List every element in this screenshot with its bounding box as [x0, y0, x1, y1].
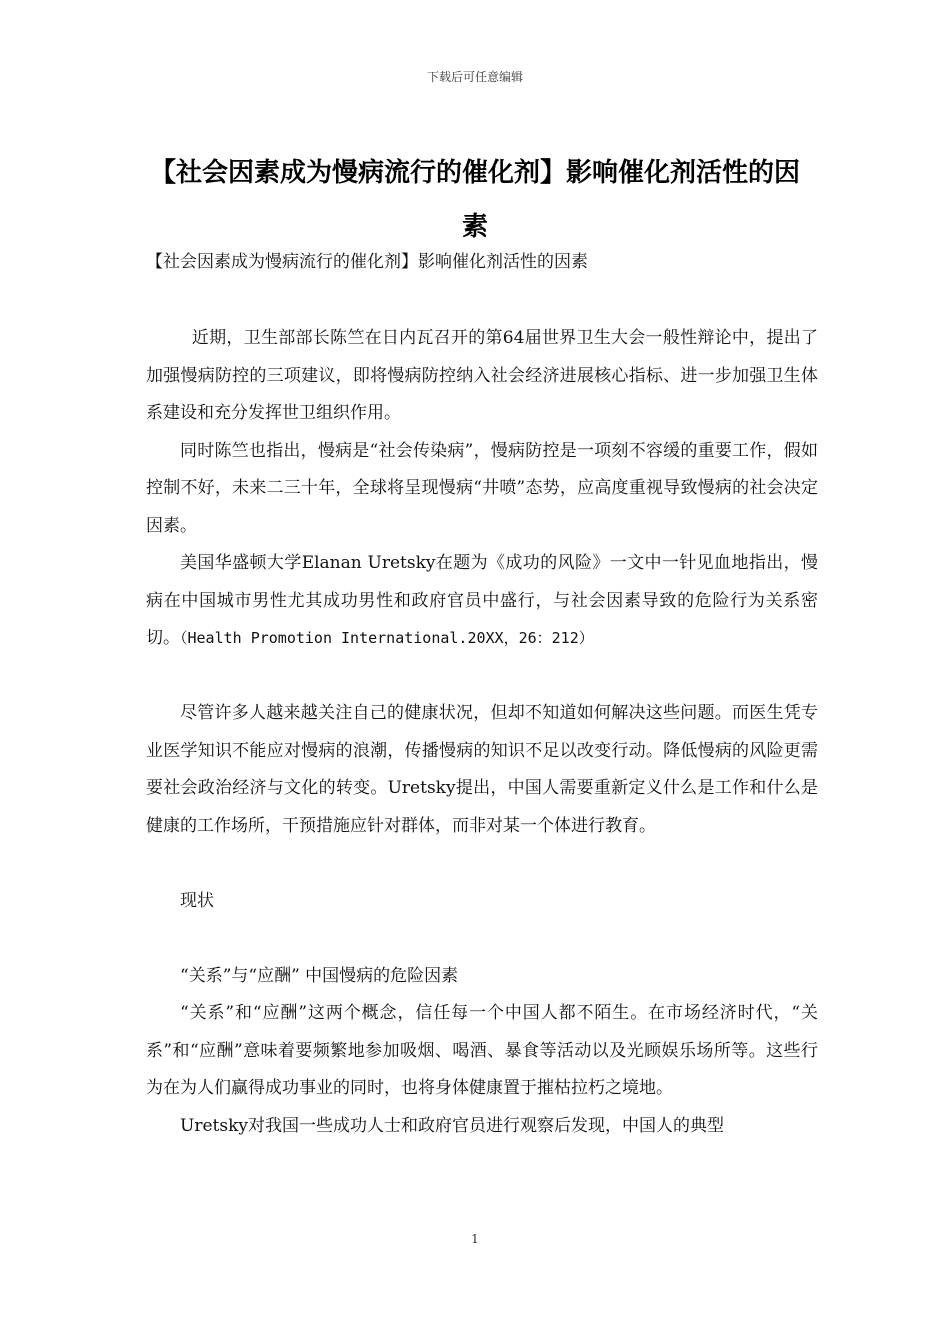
document-body	[146, 320, 818, 1145]
paragraph-spacer	[146, 920, 818, 958]
paragraph-1: 近期，卫生部部长陈竺在日内瓦召开的第64届世界卫生大会一般性辩论中，提出了加强慢病防控的三项建议，即将慢病防控纳入社会经济进展核心指标、进一步加强卫生体系建设和充分发挥世卫组织作用。	[146, 328, 818, 423]
paragraph-3-text: 美国华盛顿大学Elanan Uretsky在题为《成功的风险》一文中一针见血地指出，慢病在中国城市男性尤其成功男性和政府官员中盛行，与社会因素导致的危险行为关系密切。	[146, 553, 818, 648]
paragraph-6: Uretsky对我国一些成功人士和政府官员进行观察后发现，中国人的典型	[180, 1115, 724, 1136]
section-subheading: “关系”与“应酬” 中国慢病的危险因素	[180, 965, 459, 986]
document-title: 【社会因素成为慢病流行的催化剂】影响催化剂活性的因素	[149, 158, 800, 242]
paragraph-4: 尽管许多人越来越关注自己的健康状况，但却不知道如何解决这些问题。而医生凭专业医学知识不能应对慢病的浪潮，传播慢病的知识不足以改变行动。降低慢病的风险更需要社会政治经济与文化的转变。Uretsky提出，中国人需要重新定义什么是工作和什么是健康的工作场所，干预措施应针对群体，而非对某一个体进行教育。	[146, 703, 818, 836]
document-subtitle: 【社会因素成为慢病流行的催化剂】影响催化剂活性的因素	[146, 252, 588, 272]
section-heading: 现状	[180, 890, 214, 911]
page-header-note: 下载后可任意编辑	[426, 70, 523, 84]
paragraph-spacer	[146, 845, 818, 883]
paragraph-2: 同时陈竺也指出，慢病是“社会传染病”，慢病防控是一项刻不容缓的重要工作，假如控制不好，未来二三十年，全球将呈现慢病“井喷”态势，应高度重视导致慢病的社会决定因素。	[146, 440, 818, 536]
paragraph-spacer	[146, 658, 818, 696]
page-number: 1	[471, 1232, 479, 1246]
paragraph-3	[146, 545, 818, 658]
paragraph-5: “关系”和“应酬”这两个概念，信任每一个中国人都不陌生。在市场经济时代，“关系”和“应酬”意味着要频繁地参加吸烟、喝酒、暴食等活动以及光顾娱乐场所等。这些行为在为人们赢得成功事业的同时，也将身体健康置于摧枯拉朽之境地。	[146, 1003, 818, 1098]
paragraph-3-citation: （Health Promotion International.20XX，26：212）	[180, 629, 594, 647]
